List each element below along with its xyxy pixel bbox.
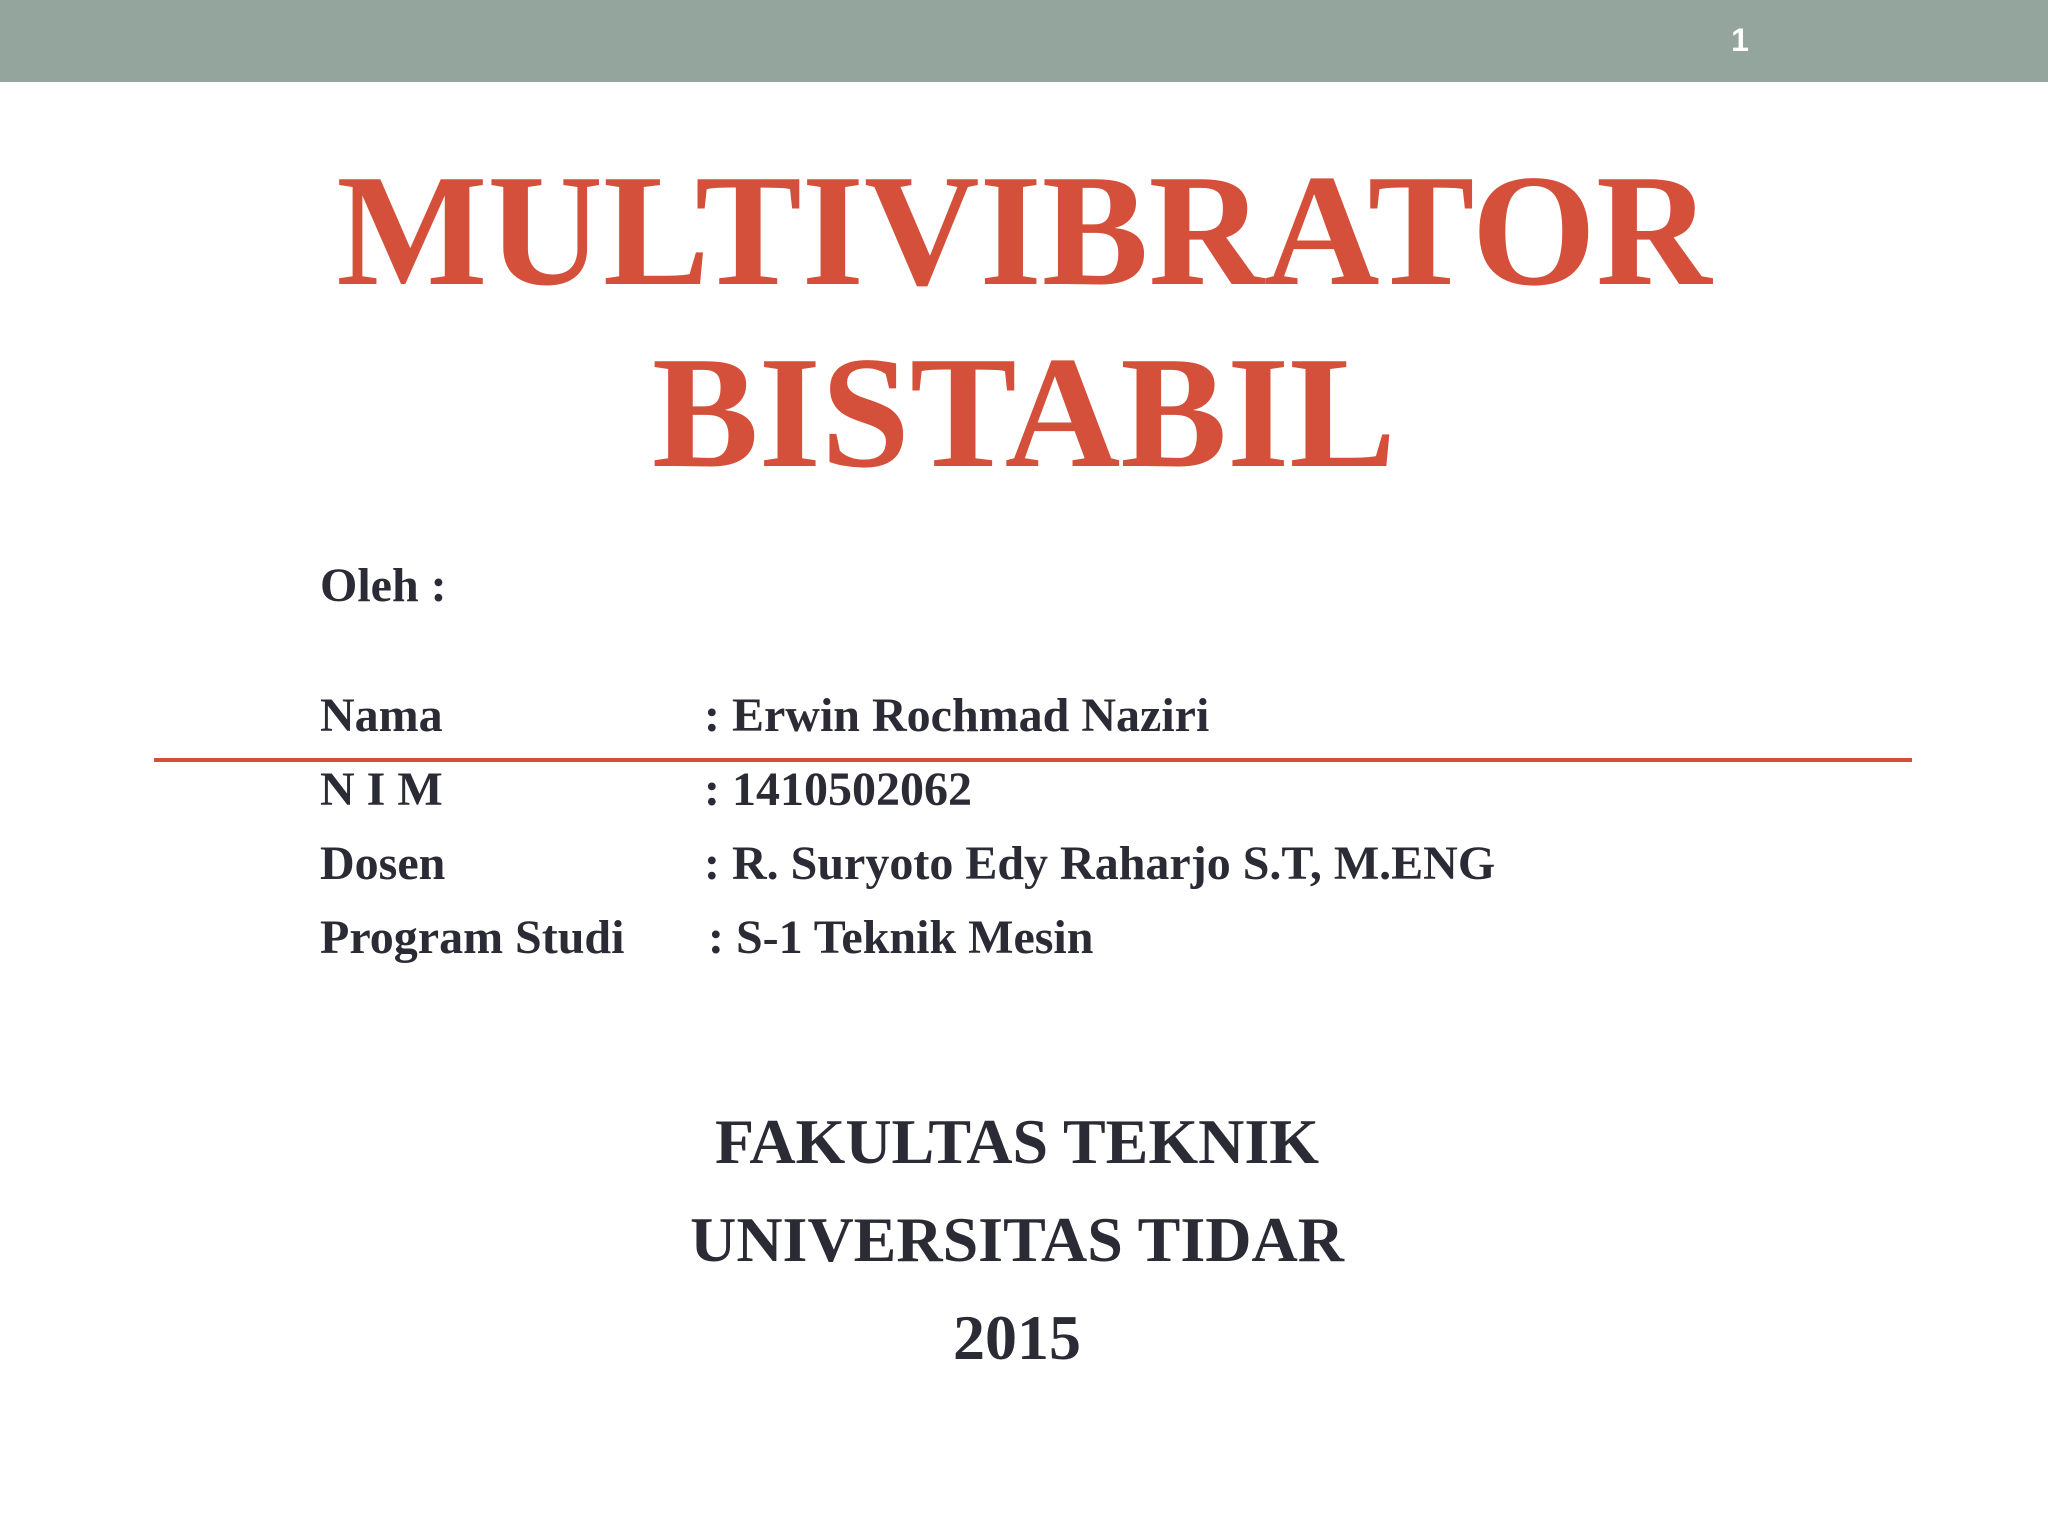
year: 2015 [953,1302,1081,1373]
name-value: : Erwin Rochmad Naziri [704,689,1210,742]
nim-label: N I M [320,763,443,816]
study-program-label: Program Studi [320,911,625,964]
name-label: Nama [320,689,443,742]
study-program-value: : S-1 Teknik Mesin [708,911,1094,964]
lecturer-label: Dosen [320,837,446,890]
lecturer-value: : R. Suryoto Edy Raharjo S.T, M.ENG [704,837,1496,890]
faculty-name: FAKULTAS TEKNIK [714,1106,1320,1177]
by-label: Oleh : [320,559,447,612]
university-name: UNIVERSITAS TIDAR [690,1204,1344,1275]
title-line-1: MULTIVIBRATOR [336,141,1712,319]
slide-number: 1 [1731,22,1749,58]
title-line-2: BISTABIL [651,323,1397,501]
top-bar [0,0,2048,82]
nim-value: : 1410502062 [704,763,972,816]
